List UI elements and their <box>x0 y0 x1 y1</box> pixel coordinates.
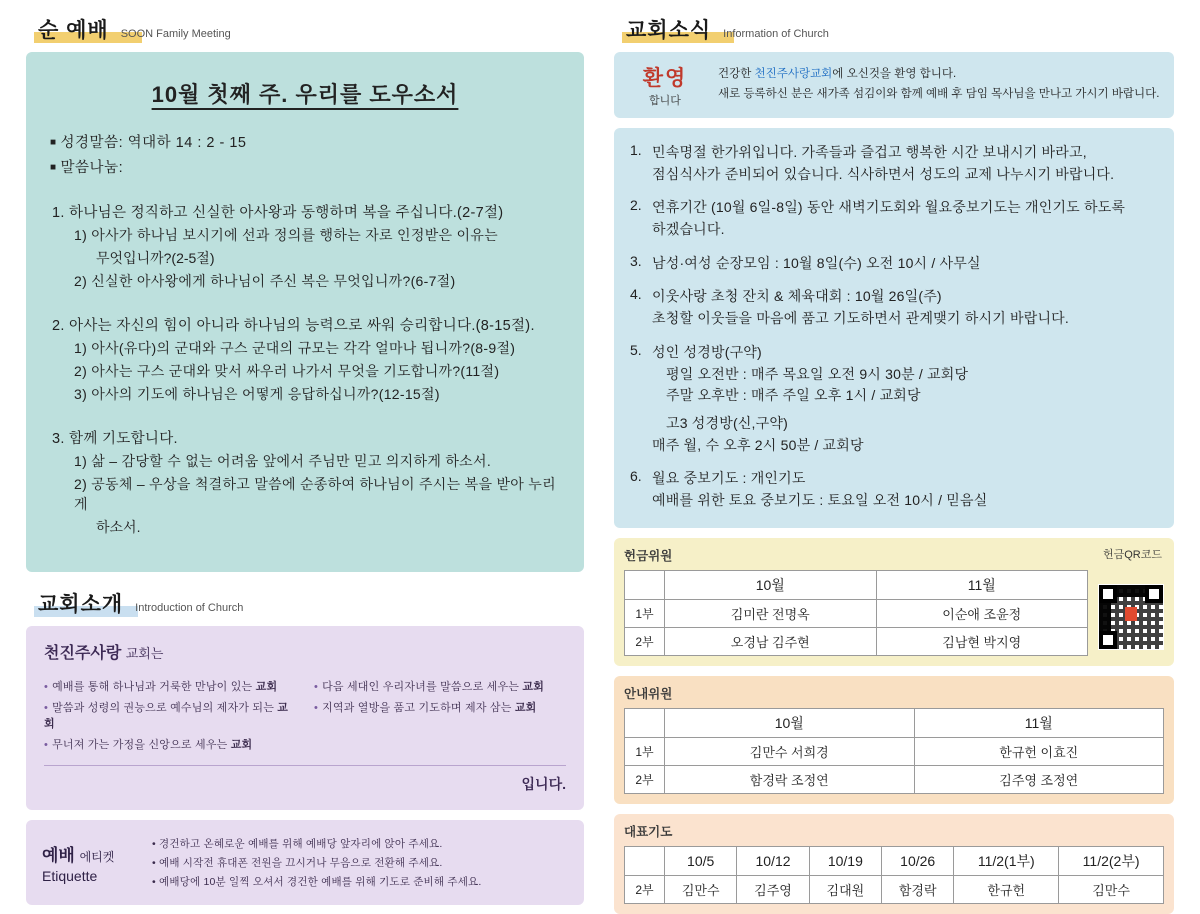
corner-cell <box>625 570 665 599</box>
notice-item <box>630 197 1158 240</box>
month-header: 11월 <box>914 708 1164 737</box>
month-header: 10월 <box>665 708 915 737</box>
offering-table-wrap <box>624 570 1088 656</box>
qr-eye <box>1145 585 1163 603</box>
table-header-row <box>625 570 1088 599</box>
notice-body <box>652 342 968 456</box>
right-column <box>600 0 1200 898</box>
intro-item <box>314 678 566 694</box>
worship-subpoint: 1) 아사(유다)의 군대와 구스 군대의 규모는 각각 얼마나 됩니까?(8-9절) <box>74 340 516 356</box>
notice-line: 고3 성경방(신,구약) <box>666 414 788 431</box>
left-column <box>0 0 600 888</box>
dot-icon: • <box>44 681 49 693</box>
point-number: 1. <box>52 205 65 221</box>
worship-subpoint-cont: 하소서. <box>96 519 141 535</box>
table-cell: 김만수 <box>1059 875 1164 903</box>
dot-icon: • <box>314 702 319 714</box>
worship-heading-en: SOON Family Meeting <box>120 28 231 40</box>
table-row <box>625 875 1164 903</box>
table-cell: 김주영 <box>737 875 809 903</box>
table-row <box>625 765 1164 793</box>
table-cell: 김대원 <box>809 875 881 903</box>
square-bullet-icon: ■ <box>50 137 57 148</box>
notice-item <box>630 253 1158 275</box>
worship-subpoint: 2) 공동체 – 우상을 척결하고 말씀에 순종하여 하나님이 주시는 복을 받아 누리게 <box>74 476 556 512</box>
offering-qr-code[interactable] <box>1098 584 1164 650</box>
notice-number: 1. <box>630 142 642 158</box>
guide-committee-card <box>614 676 1174 804</box>
etiquette-box <box>26 820 584 905</box>
church-name: 천진주사랑 <box>44 645 122 662</box>
date-header: 11/2(1부) <box>954 846 1059 875</box>
offering-committee-card <box>614 538 1174 666</box>
worship-point <box>48 314 562 404</box>
spacer <box>48 407 562 421</box>
table-cell: 한규헌 이효진 <box>914 737 1164 765</box>
worship-heading-ko: 순 예배 <box>38 19 109 42</box>
table-cell: 김미란 전명옥 <box>665 599 877 627</box>
qr-eye <box>1099 631 1117 649</box>
intro-item <box>44 699 296 731</box>
worship-point-text <box>52 314 562 335</box>
worship-subpoint: 2) 아사는 구스 군대와 맞서 싸우러 나가서 무엇을 기도합니까?(11절) <box>74 363 500 379</box>
notice-number: 4. <box>630 286 642 303</box>
corner-cell <box>625 846 665 875</box>
intro-item-text: 말씀과 성령의 권능으로 예수님의 제자가 되는 <box>52 702 278 714</box>
spacer <box>48 181 562 195</box>
welcome-line-2: 새로 등록하신 분은 새가족 섬김이와 함께 예배 후 담임 목사님을 만나고 가시기 바랍니다. <box>718 88 1160 100</box>
notice-item <box>630 142 1158 185</box>
welcome-keyword <box>626 62 704 108</box>
table-header-row <box>625 846 1164 875</box>
etiquette-item: • 예배당에 10분 일찍 오셔서 경건한 예배를 위해 기도로 준비해 주세요. <box>152 876 482 888</box>
table-cell: 함경락 <box>882 875 954 903</box>
row-head: 2부 <box>625 627 665 655</box>
date-header: 10/26 <box>882 846 954 875</box>
intro-item <box>314 699 566 715</box>
notice-line: 점심식사가 준비되어 있습니다. 식사하면서 성도의 교제 나누시기 바랍니다. <box>652 165 1115 182</box>
church-link: 천진주사랑교회 <box>754 68 833 81</box>
point-body: 아사는 자신의 힘이 아니라 하나님의 능력으로 싸워 승리합니다.(8-15절). <box>69 318 535 334</box>
etiquette-label <box>42 841 138 884</box>
month-header: 11월 <box>876 570 1088 599</box>
intro-section-heading <box>34 588 584 618</box>
table-cell: 이순애 조윤정 <box>876 599 1088 627</box>
etiquette-items <box>152 832 482 893</box>
intro-item-bold: 교회 <box>44 702 289 730</box>
notice-number: 3. <box>630 252 642 269</box>
notice-item <box>630 286 1158 329</box>
worship-title: 10월 첫째 주. 우리를 도우소서 <box>151 82 459 107</box>
church-intro-title <box>44 640 566 663</box>
etiquette-ko <box>42 841 138 866</box>
welcome-small: 합니다 <box>649 95 681 107</box>
notice-body <box>652 142 1114 185</box>
news-heading-ko: 교회소식 <box>626 19 712 42</box>
qr-eye <box>1099 585 1117 603</box>
qr-center-logo <box>1125 607 1137 621</box>
point-body: 하나님은 정직하고 신실한 아사왕과 동행하며 복을 주십니다.(2-7절) <box>69 205 504 221</box>
dot-icon: • <box>44 702 49 714</box>
scripture-line <box>50 131 562 152</box>
share-label: 말씀나눔: <box>60 160 124 176</box>
welcome-big: 환영 <box>642 67 688 90</box>
notice-line: 매주 월, 수 오후 2시 50분 / 교회당 <box>652 436 864 453</box>
table-cell: 김주영 조정연 <box>914 765 1164 793</box>
offering-table-row <box>624 570 1164 656</box>
intro-heading-en: Introduction of Church <box>135 602 244 614</box>
notice-item <box>630 468 1158 511</box>
intro-closing: 입니다. <box>521 776 566 792</box>
worship-subpoint: 2) 신실한 아사왕에게 하나님이 주신 복은 무엇입니까?(6-7절) <box>74 273 456 289</box>
prayer-card <box>614 814 1174 914</box>
etiquette-item: • 예배 시작전 휴대폰 전원을 끄시거나 무음으로 전환해 주세요. <box>152 857 443 869</box>
notice-number: 2. <box>630 197 642 214</box>
etiquette-ko-main: 예배 <box>42 846 75 865</box>
notice-body <box>652 286 1069 329</box>
notice-line: 이웃사랑 초청 잔치 & 체육대회 : 10월 26일(주) <box>652 288 942 305</box>
welcome-text <box>718 65 1159 104</box>
notice-line: 하겠습니다. <box>652 221 725 238</box>
point-number: 2. <box>52 318 65 334</box>
welcome-line-1 <box>718 65 1159 85</box>
point-body: 함께 기도합니다. <box>69 431 178 447</box>
intro-item-bold: 교회 <box>230 739 253 751</box>
qr-code-label: 헌금QR코드 <box>1102 548 1162 561</box>
notice-number: 6. <box>630 468 642 485</box>
worship-point-text <box>52 427 562 448</box>
notice-line: 초청할 이웃들을 마음에 품고 기도하면서 관계맺기 하시기 바랍니다. <box>652 310 1069 327</box>
corner-cell <box>625 708 665 737</box>
dot-icon: • <box>44 739 49 751</box>
prayer-table-label: 대표기도 <box>624 824 673 839</box>
intro-item <box>44 736 296 752</box>
dot-icon: • <box>314 681 319 693</box>
table-cell: 오경남 김주현 <box>665 627 877 655</box>
notice-line: 월요 중보기도 : 개인기도 <box>652 470 806 487</box>
table-row <box>625 627 1088 655</box>
prayer-table <box>624 846 1164 904</box>
intro-item <box>44 678 296 694</box>
table-cell: 함경락 조정연 <box>665 765 915 793</box>
point-number: 3. <box>52 431 65 447</box>
worship-section-heading <box>34 14 584 44</box>
church-intro-box <box>26 626 584 810</box>
table-cell: 한규헌 <box>954 875 1059 903</box>
square-bullet-icon: ■ <box>50 162 57 173</box>
church-intro-columns <box>44 673 566 766</box>
news-heading-en: Information of Church <box>723 28 829 40</box>
worship-subpoint: 1) 아사가 하나님 보시기에 선과 정의를 행하는 자로 인정받은 이유는 <box>74 227 499 243</box>
scripture-label: 성경말씀: 역대하 14 : 2 - 15 <box>60 135 247 151</box>
row-head: 2부 <box>625 875 665 903</box>
news-section-heading <box>622 14 1174 44</box>
offering-table-label: 헌금위원 <box>624 548 673 563</box>
month-header: 10월 <box>665 570 877 599</box>
worship-content-box <box>26 52 584 572</box>
notice-line: 민속명절 한가위입니다. 가족들과 즐겁고 행복한 시간 보내시기 바라고, <box>652 144 1087 160</box>
date-header: 10/12 <box>737 846 809 875</box>
row-head: 1부 <box>625 599 665 627</box>
welcome-line1-b: 에 오신것을 환영 합니다. <box>832 68 957 81</box>
etiquette-en: Etiquette <box>42 868 98 884</box>
table-cell: 김만수 서희경 <box>665 737 915 765</box>
intro-item-bold: 교회 <box>255 681 278 693</box>
row-head: 2부 <box>625 765 665 793</box>
etiquette-item: • 경건하고 온혜로운 예배를 위해 예배당 앞자리에 앉아 주세요. <box>152 838 443 850</box>
intro-column-right <box>314 673 566 757</box>
guide-table-label: 안내위원 <box>624 686 673 701</box>
intro-column-left <box>44 673 296 757</box>
notice-line: 연휴기간 (10월 6일-8일) 동안 새벽기도회와 월요중보기도는 개인기도 하도록 <box>652 199 1126 216</box>
spacer <box>48 294 562 308</box>
notice-body <box>652 253 981 275</box>
guide-table <box>624 708 1164 794</box>
intro-item-text: 예배를 통해 하나님과 거룩한 만남이 있는 <box>52 681 256 693</box>
intro-item-text: 다음 세대인 우리자녀를 말씀으로 세우는 <box>322 681 523 693</box>
date-header: 10/5 <box>665 846 737 875</box>
worship-subpoint: 3) 아사의 기도에 하나님은 어떻게 응답하십니까?(12-15절) <box>74 386 440 402</box>
intro-item-text: 무너져 가는 가정을 신앙으로 세우는 <box>52 739 231 751</box>
offering-table <box>624 570 1088 656</box>
intro-item-bold: 교회 <box>522 681 545 693</box>
etiquette-ko-small: 에티켓 <box>79 850 115 864</box>
intro-heading-ko: 교회소개 <box>38 593 124 616</box>
date-header: 10/19 <box>809 846 881 875</box>
row-head: 1부 <box>625 737 665 765</box>
table-header-row <box>625 708 1164 737</box>
worship-point <box>48 201 562 291</box>
notice-line: 남성·여성 순장모임 : 10월 8일(수) 오전 10시 / 사무실 <box>652 254 981 271</box>
notice-line: 주말 오후반 : 매주 주일 오후 1시 / 교회당 <box>666 387 921 404</box>
notice-line: 평일 오전반 : 매주 목요일 오전 9시 30분 / 교회당 <box>666 365 969 382</box>
table-row <box>625 737 1164 765</box>
notice-body <box>652 197 1125 240</box>
notice-line: 예배를 위한 토요 중보기도 : 토요일 오전 10시 / 믿음실 <box>652 491 988 508</box>
share-line <box>50 156 562 177</box>
welcome-line1-a: 건강한 <box>718 68 755 81</box>
worship-subpoint-cont: 무엇입니까?(2-5절) <box>96 250 215 266</box>
notice-line: 성인 성경방(구약) <box>652 343 762 360</box>
notice-body <box>652 468 987 511</box>
worship-point-text <box>52 201 562 222</box>
notice-list <box>614 128 1174 528</box>
welcome-box <box>614 52 1174 118</box>
intro-item-text: 지역과 열방을 품고 기도하며 제자 삼는 <box>322 702 515 714</box>
worship-point <box>48 427 562 537</box>
worship-subpoint: 1) 삶 – 감당할 수 없는 어려움 앞에서 주님만 믿고 의지하게 하소서. <box>74 453 492 469</box>
church-name-suffix: 교회는 <box>125 646 164 661</box>
intro-item-bold: 교회 <box>514 702 537 714</box>
notice-number: 5. <box>630 341 642 358</box>
table-row <box>625 599 1088 627</box>
table-cell: 김만수 <box>665 875 737 903</box>
date-header: 11/2(2부) <box>1059 846 1164 875</box>
notice-item <box>630 342 1158 456</box>
table-cell: 김남현 박지영 <box>876 627 1088 655</box>
